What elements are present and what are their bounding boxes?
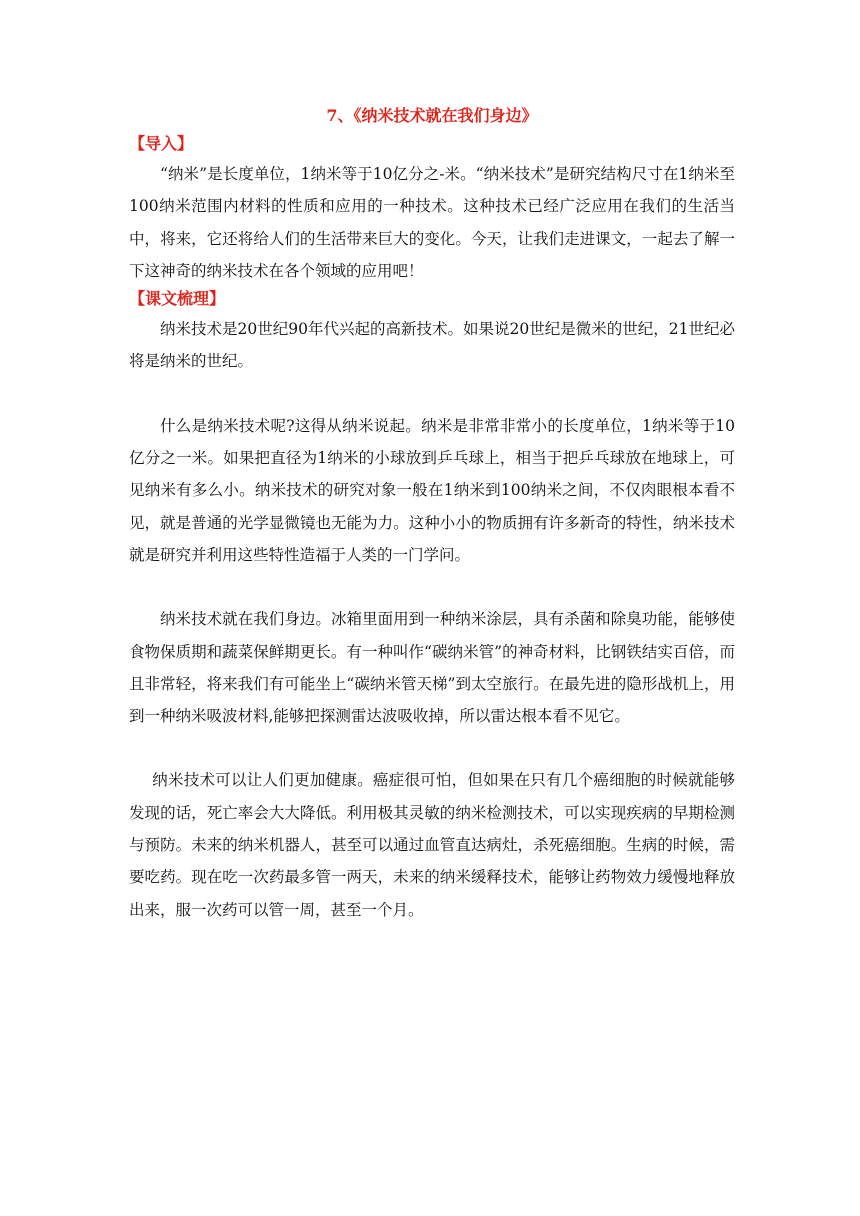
body-paragraph-1: 纳米技术是20世纪90年代兴起的高新技术。如果说20世纪是微米的世纪，21世纪必将是纳米的世纪。 — [129, 320, 735, 371]
paragraph-spacer — [129, 732, 735, 764]
paragraph-spacer — [129, 378, 735, 410]
document-title: 7、《纳米技术就在我们身边》 — [326, 106, 538, 125]
body-paragraph-2: 什么是纳米技术呢?这得从纳米说起。纳米是非常非常小的长度单位，1纳米等于10亿分之一米。如果把直径为1纳米的小球放到乒乓球上，相当于把乒乓球放在地球上，可见纳米有多么小。纳米技术的研究对象一般在1纳米到100纳米之间，不仅肉眼根本看不见，就是普通的光学显微镜也无能为力。这种小小的物质拥有许多新奇的特性，纳米技术就是研究并利用这些特性造福于人类的一门学问。 — [129, 416, 735, 564]
body-paragraph-3: 纳米技术就在我们身边。冰箱里面用到一种纳米涂层，具有杀菌和除臭功能，能够使食物保质期和蔬菜保鲜期更长。有一种叫作“碳纳米管”的神奇材料，比钢铁结实百倍，而且非常轻，将来我们有可能坐上“碳纳米管天梯”到太空旅行。在最先进的隐形战机上，用到一种纳米吸波材料,能够把探测雷达波吸收掉，所以雷达根本看不见它。 — [129, 610, 735, 726]
intro-heading: 【导入】 — [129, 134, 194, 153]
body-paragraph-4: 纳米技术可以让人们更加健康。癌症很可怕，但如果在只有几个癌细胞的时候就能够发现的话，死亡率会大大降低。利用极其灵敏的纳米检测技术，可以实现疾病的早期检测与预防。未来的纳米机器人，甚至可以通过血管直达病灶，杀死癌细胞。生病的时候，需要吃药。现在吃一次药最多管一两天，未来的纳米缓释技术，能够让药物效力缓慢地释放出来，服一次药可以管一周，甚至一个月。 — [129, 771, 735, 919]
review-heading: 【课文梳理】 — [129, 289, 226, 309]
document-page — [129, 106, 735, 926]
intro-paragraph: “纳米”是长度单位，1纳米等于10亿分之-米。“纳米技术”是研究结构尺寸在1纳米至100纳米范围内材料的性质和应用的一种技术。这种技术已经广泛应用在我们的生活当中，将来，它还将给人们的生活带来巨大的变化。今天，让我们走进课文，一起去了解一下这神奇的纳米技术在各个领域的应用吧！ — [129, 165, 735, 280]
paragraph-spacer — [129, 571, 735, 603]
